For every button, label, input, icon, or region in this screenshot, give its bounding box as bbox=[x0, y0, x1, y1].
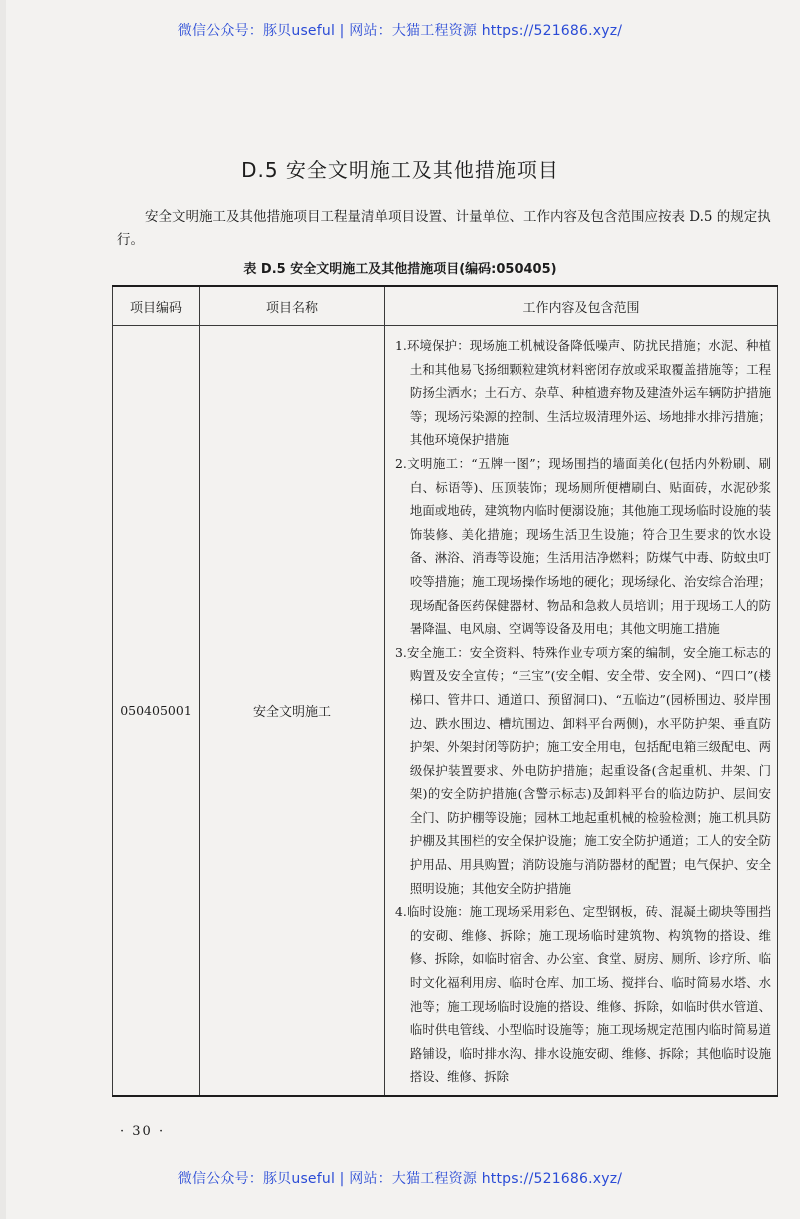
table-caption: 表 D.5 安全文明施工及其他措施项目(编码:050405) bbox=[243, 262, 557, 277]
content-item-environment: 1.环境保护：现场施工机械设备降低噪声、防扰民措施；水泥、种植土和其他易飞扬细颗粒建筑材料密闭存放或采取覆盖措施等；工程防扬尘洒水；土石方、杂草、种植遗弃物及建渣外运车辆防护措施等；现场污染源的控制、生活垃圾清理外运、场地排水排污措施；其他环境保护措施 bbox=[395, 338, 771, 448]
item-content bbox=[385, 326, 778, 1097]
table-header-row bbox=[113, 286, 778, 326]
intro-paragraph: 安全文明施工及其他措施项目工程量清单项目设置、计量单位、工作内容及包含范围应按表 D.5 的规定执行。 bbox=[117, 209, 771, 248]
page-number: · 30 · bbox=[120, 1124, 166, 1139]
watermark-bottom: 微信公众号：豚贝useful | 网站：大猫工程资源 https://521686.xyz/ bbox=[177, 1171, 623, 1187]
content-item-temporary: 4.临时设施：施工现场采用彩色、定型钢板，砖、混凝土砌块等围挡的安砌、维修、拆除；施工现场临时建筑物、构筑物的搭设、维修、拆除，如临时宿舍、办公室、食堂、厨房、厕所、诊疗所、临时文化福利用房、临时仓库、加工场、搅拌台、临时简易水塔、水池等；施工现场临时设施的搭设、维修、拆除，如临时供水管道、临时供电管线、小型临时设施等；施工现场规定范围内临时简易道路铺设，临时排水沟、排水设施安砌、维修、拆除；其他临时设施搭设、维修、拆除 bbox=[395, 904, 771, 1085]
header-name: 项目名称 bbox=[200, 286, 385, 326]
table-row bbox=[113, 326, 778, 1097]
item-name: 安全文明施工 bbox=[200, 326, 385, 1097]
section-title: D.5 安全文明施工及其他措施项目 bbox=[241, 158, 559, 182]
measures-table bbox=[112, 285, 778, 1097]
watermark-top: 微信公众号：豚贝useful | 网站：大猫工程资源 https://521686.xyz/ bbox=[177, 23, 623, 39]
content-item-safety: 3.安全施工：安全资料、特殊作业专项方案的编制，安全施工标志的购置及安全宣传；“三宝”(安全帽、安全带、安全网)、“四口”(楼梯口、管井口、通道口、预留洞口)、“五临边”(园桥围边、驳岸围边、跌水围边、槽坑围边、卸料平台两侧)，水平防护架、垂直防护架、外架封闭等防护；施工安全用电，包括配电箱三级配电、两级保护装置要求、外电防护措施；起重设备(含起重机、井架、门架)的安全防护措施(含警示标志)及卸料平台的临边防护、层间安全门、防护棚等设施；园林工地起重机械的检验检测；施工机具防护棚及其围栏的安全保护设施；施工安全防护通道；工人的安全防护用品、用具购置；消防设施与消防器材的配置；电气保护、安全照明设施；其他安全防护措施 bbox=[395, 644, 771, 896]
header-code: 项目编码 bbox=[113, 286, 200, 326]
header-content: 工作内容及包含范围 bbox=[385, 286, 778, 326]
item-code: 050405001 bbox=[113, 326, 200, 1097]
content-item-civilized: 2.文明施工：“五牌一图”；现场围挡的墙面美化(包括内外粉刷、刷白、标语等)、压顶装饰；现场厕所便槽刷白、贴面砖，水泥砂浆地面或地砖，建筑物内临时便溺设施；其他施工现场临时设施的装饰装修、美化措施；现场生活卫生设施；符合卫生要求的饮水设备、淋浴、消毒等设施；生活用洁净燃料；防煤气中毒、防蚊虫叮咬等措施；施工现场操作场地的硬化；现场绿化、治安综合治理；现场配备医药保健器材、物品和急救人员培训；用于现场工人的防暑降温、电风扇、空调等设备及用电；其他文明施工措施 bbox=[395, 455, 771, 637]
